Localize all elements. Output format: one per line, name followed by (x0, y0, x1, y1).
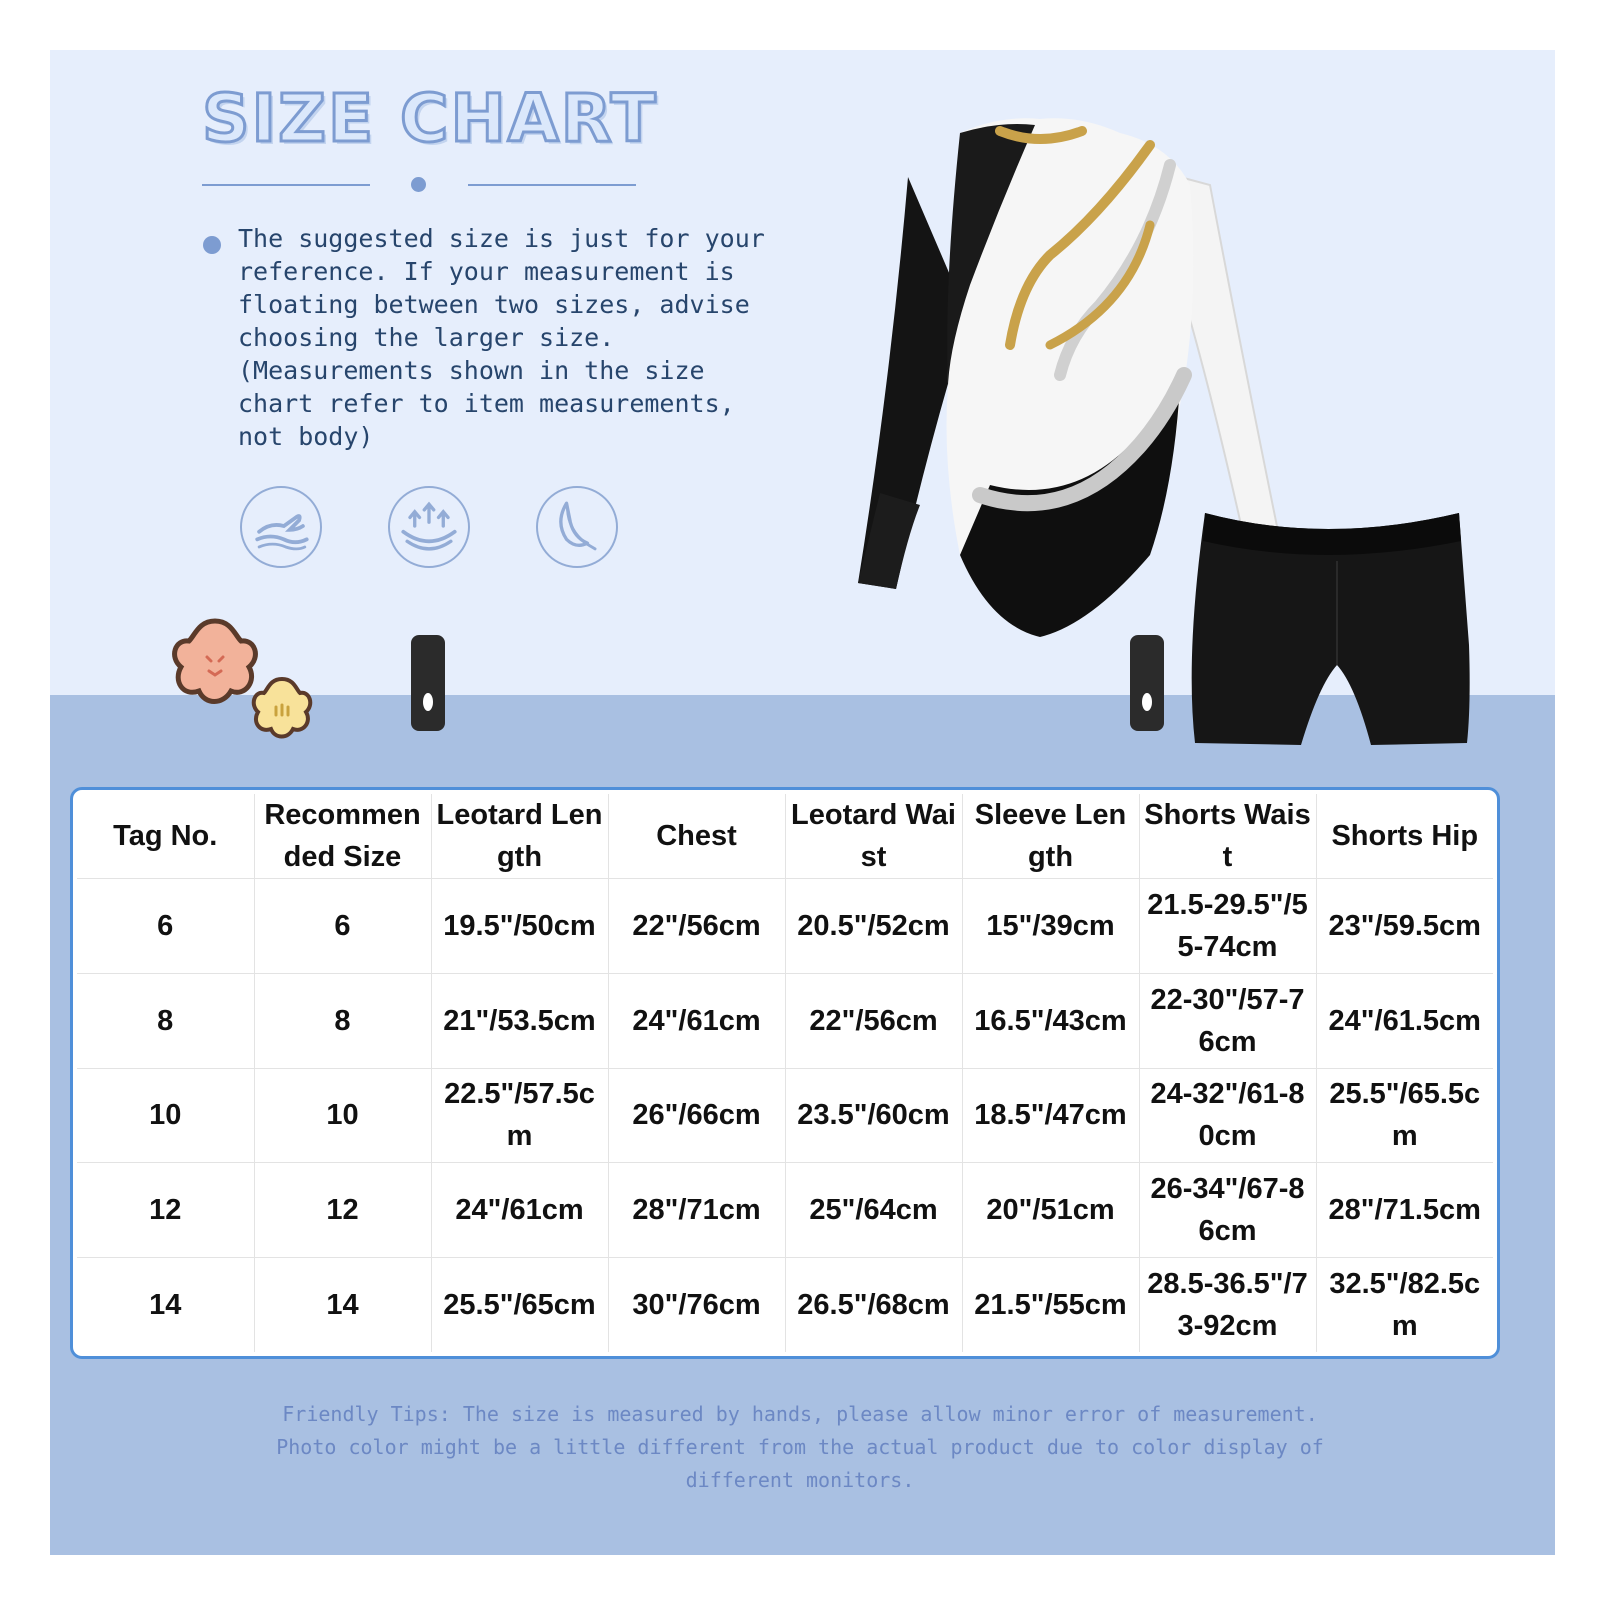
column-header: Shorts Waist (1139, 794, 1316, 879)
table-cell: 28"/71.5cm (1316, 1163, 1493, 1258)
table-row (77, 1163, 1493, 1258)
table-cell: 8 (254, 973, 431, 1068)
table-cell: 20.5"/52cm (785, 879, 962, 974)
table-cell: 21.5-29.5"/55-74cm (1139, 879, 1316, 974)
flower-decoration (160, 615, 330, 755)
table-cell: 10 (254, 1068, 431, 1163)
column-header: Shorts Hip (1316, 794, 1493, 879)
table-cell: 28.5-36.5"/73-92cm (1139, 1258, 1316, 1352)
table-cell: 18.5"/47cm (962, 1068, 1139, 1163)
table-cell: 24-32"/61-80cm (1139, 1068, 1316, 1163)
table-cell: 12 (77, 1163, 254, 1258)
page-title: SIZE CHART (202, 80, 658, 157)
table-cell: 22.5"/57.5cm (431, 1068, 608, 1163)
column-header: Chest (608, 794, 785, 879)
table-cell: 28"/71cm (608, 1163, 785, 1258)
friendly-tips: Friendly Tips: The size is measured by hands, please allow minor error of measurement. Photo color might be a little different from the actual product due to color display of different monitors. (276, 1402, 1324, 1492)
table-cell: 22"/56cm (608, 879, 785, 974)
table-cell: 30"/76cm (608, 1258, 785, 1352)
table-cell: 25.5"/65cm (431, 1258, 608, 1352)
table-cell: 23.5"/60cm (785, 1068, 962, 1163)
shorts-image (1175, 505, 1475, 755)
table-cell: 6 (254, 879, 431, 974)
column-header: Leotard Length (431, 794, 608, 879)
title-divider-dot (411, 177, 426, 192)
table-cell: 14 (254, 1258, 431, 1352)
column-header: Tag No. (77, 794, 254, 879)
table-cell: 20"/51cm (962, 1163, 1139, 1258)
column-header: Leotard Waist (785, 794, 962, 879)
table-row (77, 973, 1493, 1068)
soft-hand-icon (240, 486, 322, 568)
table-cell: 24"/61cm (431, 1163, 608, 1258)
table-cell: 24"/61cm (608, 973, 785, 1068)
feather-icon (536, 486, 618, 568)
table-row (77, 879, 1493, 974)
table-cell: 25.5"/65.5cm (1316, 1068, 1493, 1163)
table-cell: 16.5"/43cm (962, 973, 1139, 1068)
table-cell: 6 (77, 879, 254, 974)
tag-decoration-left (411, 635, 445, 731)
table-cell: 10 (77, 1068, 254, 1163)
size-table (70, 787, 1500, 1359)
stretch-arrows-icon (388, 486, 470, 568)
table-cell: 26"/66cm (608, 1068, 785, 1163)
tag-decoration-right (1130, 635, 1164, 731)
table-cell: 24"/61.5cm (1316, 973, 1493, 1068)
column-header: Sleeve Length (962, 794, 1139, 879)
table-cell: 25"/64cm (785, 1163, 962, 1258)
table-header-row (77, 794, 1493, 879)
note-bullet (203, 236, 221, 254)
column-header: Recommended Size (254, 794, 431, 879)
table-cell: 32.5"/82.5cm (1316, 1258, 1493, 1352)
table-cell: 26-34"/67-86cm (1139, 1163, 1316, 1258)
table-cell: 26.5"/68cm (785, 1258, 962, 1352)
table-cell: 22"/56cm (785, 973, 962, 1068)
title-divider-left (202, 184, 370, 186)
table-cell: 22-30"/57-76cm (1139, 973, 1316, 1068)
size-note: The suggested size is just for your reference. If your measurement is floating between two sizes, advise choosing the larger size. (Measurements shown in the size chart refer to item measurements, not body) (238, 224, 765, 451)
table-cell: 21.5"/55cm (962, 1258, 1139, 1352)
table-cell: 19.5"/50cm (431, 879, 608, 974)
table-row (77, 1068, 1493, 1163)
table-cell: 12 (254, 1163, 431, 1258)
table-cell: 14 (77, 1258, 254, 1352)
table-cell: 21"/53.5cm (431, 973, 608, 1068)
table-cell: 8 (77, 973, 254, 1068)
title-divider-right (468, 184, 636, 186)
table-cell: 23"/59.5cm (1316, 879, 1493, 974)
table-cell: 15"/39cm (962, 879, 1139, 974)
table-row (77, 1258, 1493, 1352)
